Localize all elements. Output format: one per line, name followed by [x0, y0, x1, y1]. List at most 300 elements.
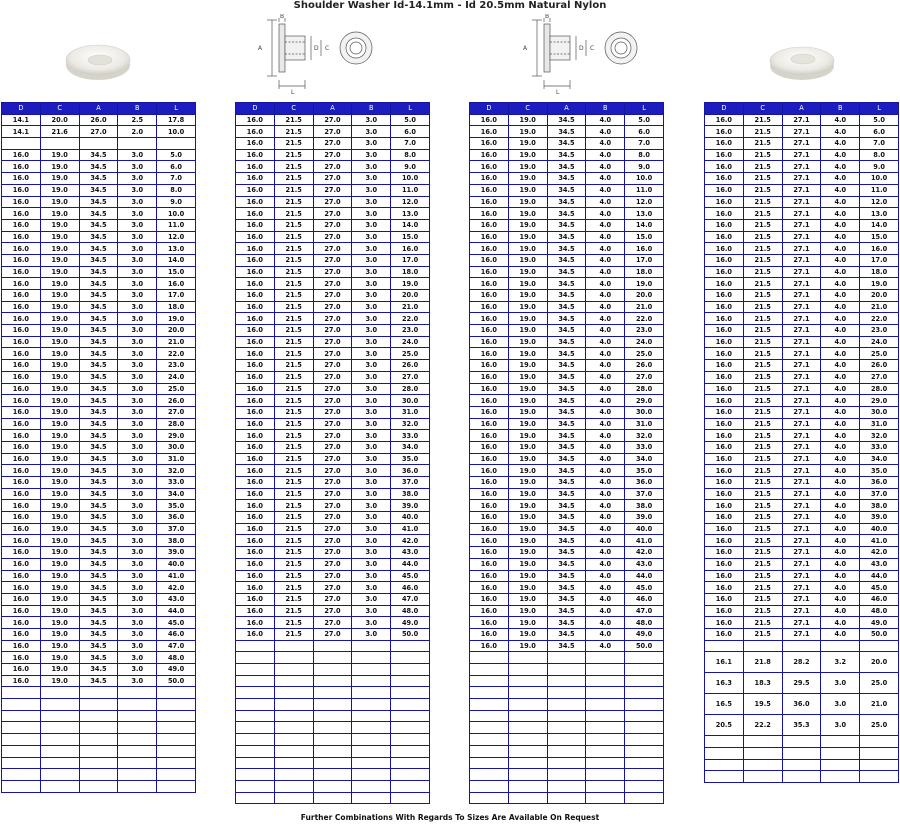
table-cell [391, 710, 430, 722]
table-cell: 34.5 [79, 593, 118, 605]
table-cell: 16.0 [236, 371, 275, 383]
table-cell: 19.0 [40, 500, 79, 512]
table-cell: 27.1 [782, 547, 821, 559]
table-cell: 27.1 [782, 453, 821, 465]
table-cell: 21.5 [274, 301, 313, 313]
table-cell: 34.0 [860, 453, 899, 465]
table-row [2, 348, 196, 360]
table-cell: 3.0 [352, 336, 391, 348]
table-cell [508, 675, 547, 687]
table-cell [352, 699, 391, 711]
table-cell: 19.0 [40, 360, 79, 372]
table-cell [547, 734, 586, 746]
table-cell: 46.0 [391, 582, 430, 594]
table-cell: 16.0 [470, 430, 509, 442]
table-cell: 16.0 [236, 196, 275, 208]
table-cell: 16.0 [705, 208, 744, 220]
table-cell: 3.0 [118, 266, 157, 278]
table-cell: 19.0 [508, 219, 547, 231]
table-row [236, 535, 430, 547]
table-row [705, 535, 899, 547]
table-cell: 32.0 [157, 465, 196, 477]
table-cell: 14.0 [157, 254, 196, 266]
column-header: A [782, 103, 821, 115]
table-cell: 13.0 [860, 208, 899, 220]
table-cell: 16.0 [157, 278, 196, 290]
table-cell: 19.0 [508, 149, 547, 161]
table-cell: 27.0 [313, 208, 352, 220]
table-cell: 3.0 [118, 243, 157, 255]
table-row [470, 301, 664, 313]
table-cell: 45.0 [625, 582, 664, 594]
table-cell [79, 138, 118, 150]
table-row [470, 699, 664, 711]
table-cell: 16.0 [470, 243, 509, 255]
table-row [236, 500, 430, 512]
table-row [2, 652, 196, 664]
table-cell: 3.0 [118, 640, 157, 652]
table-cell: 27.1 [782, 430, 821, 442]
table-row [705, 395, 899, 407]
table-cell: 4.0 [821, 406, 860, 418]
table-cell: 27.0 [313, 138, 352, 150]
table-cell: 5.0 [157, 149, 196, 161]
table-cell: 16.0 [2, 278, 41, 290]
table-cell: 34.5 [547, 395, 586, 407]
table-cell: 21.5 [274, 266, 313, 278]
table-cell: 3.0 [118, 488, 157, 500]
table-cell: 16.0 [860, 243, 899, 255]
table-cell: 34.5 [547, 325, 586, 337]
table-cell: 16.0 [705, 325, 744, 337]
table-cell: 19.0 [508, 477, 547, 489]
spec-table-1 [1, 102, 196, 793]
table-cell: 16.0 [470, 290, 509, 302]
table-cell [2, 710, 41, 722]
table-cell: 16.0 [2, 453, 41, 465]
table-cell: 21.5 [743, 325, 782, 337]
table-cell: 27.0 [313, 441, 352, 453]
table-cell: 4.0 [821, 430, 860, 442]
column-header: L [860, 103, 899, 115]
table-cell: 16.0 [2, 605, 41, 617]
table-cell: 3.0 [118, 523, 157, 535]
table-row [470, 465, 664, 477]
table-cell [79, 710, 118, 722]
table-cell: 4.0 [821, 301, 860, 313]
table-cell: 41.0 [157, 570, 196, 582]
table-cell [508, 687, 547, 699]
table-cell: 16.0 [236, 547, 275, 559]
table-row [470, 126, 664, 138]
table-cell: 26.0 [391, 360, 430, 372]
table-cell: 4.0 [821, 336, 860, 348]
table-cell: 21.5 [743, 278, 782, 290]
table-cell: 19.0 [508, 640, 547, 652]
table-cell: 3.0 [352, 488, 391, 500]
table-cell: 16.0 [470, 617, 509, 629]
table-cell: 4.0 [586, 290, 625, 302]
table-cell: 30.0 [860, 406, 899, 418]
table-cell: 4.0 [586, 161, 625, 173]
table-row [470, 535, 664, 547]
table-row [705, 383, 899, 395]
svg-text:C: C [590, 45, 595, 52]
table-cell [391, 745, 430, 757]
table-cell: 16.0 [2, 652, 41, 664]
table-cell: 27.0 [313, 313, 352, 325]
table-cell: 37.0 [157, 523, 196, 535]
table-cell: 16.0 [705, 535, 744, 547]
table-row [705, 465, 899, 477]
table-cell [391, 652, 430, 664]
table-cell [391, 640, 430, 652]
table-row [2, 769, 196, 781]
table-cell: 19.0 [40, 593, 79, 605]
table-cell: 21.5 [274, 465, 313, 477]
table-cell: 21.5 [274, 313, 313, 325]
table-cell: 44.0 [157, 605, 196, 617]
svg-text:A: A [258, 45, 263, 52]
table-cell: 34.5 [547, 336, 586, 348]
table-cell: 17.0 [157, 290, 196, 302]
table-cell: 34.5 [79, 547, 118, 559]
table-cell: 19.0 [40, 383, 79, 395]
table-cell: 45.0 [157, 617, 196, 629]
table-cell: 21.5 [743, 477, 782, 489]
table-cell: 34.5 [547, 441, 586, 453]
table-cell [79, 734, 118, 746]
table-row [470, 231, 664, 243]
table-row [236, 547, 430, 559]
table-row [2, 570, 196, 582]
table-cell: 27.0 [313, 593, 352, 605]
table-cell: 16.0 [470, 465, 509, 477]
table-cell: 29.0 [157, 430, 196, 442]
table-cell: 50.0 [157, 675, 196, 687]
table-cell: 27.0 [860, 371, 899, 383]
table-cell: 19.0 [40, 523, 79, 535]
table-row [236, 477, 430, 489]
table-cell: 16.0 [236, 360, 275, 372]
table-row [470, 336, 664, 348]
table-cell [236, 652, 275, 664]
table-cell: 4.0 [586, 558, 625, 570]
table-cell: 12.0 [391, 196, 430, 208]
table-cell: 16.0 [236, 512, 275, 524]
table-cell: 4.0 [586, 196, 625, 208]
table-cell: 40.0 [860, 523, 899, 535]
table-cell: 27.1 [782, 360, 821, 372]
table-cell: 34.5 [79, 512, 118, 524]
table-row [236, 149, 430, 161]
table-cell: 27.1 [782, 500, 821, 512]
table-cell: 4.0 [586, 208, 625, 220]
table-cell [391, 687, 430, 699]
table-cell: 21.5 [274, 383, 313, 395]
table-cell: 20.0 [391, 290, 430, 302]
table-cell [586, 722, 625, 734]
table-row [705, 500, 899, 512]
table-cell: 27.0 [313, 254, 352, 266]
table-cell: 14.1 [2, 114, 41, 126]
table-cell: 4.0 [586, 570, 625, 582]
table-cell: 16.0 [705, 161, 744, 173]
table-cell [586, 664, 625, 676]
table-cell: 14.0 [860, 219, 899, 231]
table-cell [508, 757, 547, 769]
svg-text:C: C [325, 45, 330, 52]
table-cell: 34.5 [79, 219, 118, 231]
header-row [470, 103, 664, 115]
table-cell: 34.5 [79, 605, 118, 617]
table-cell: 27.1 [782, 383, 821, 395]
table-cell: 4.0 [586, 406, 625, 418]
table-cell: 3.0 [118, 383, 157, 395]
table-cell: 16.0 [705, 231, 744, 243]
table-cell [118, 757, 157, 769]
table-cell: 41.0 [625, 535, 664, 547]
table-cell: 16.0 [2, 196, 41, 208]
table-row [2, 196, 196, 208]
column-header: C [274, 103, 313, 115]
table-cell [625, 769, 664, 781]
table-cell: 34.5 [79, 371, 118, 383]
table-cell: 27.1 [782, 512, 821, 524]
table-cell: 21.5 [274, 243, 313, 255]
table-cell: 25.0 [860, 673, 899, 694]
table-cell: 4.0 [821, 243, 860, 255]
table-cell: 19.0 [40, 617, 79, 629]
table-cell [118, 699, 157, 711]
table-cell: 3.0 [118, 453, 157, 465]
table-cell: 3.0 [352, 500, 391, 512]
table-cell: 34.5 [79, 500, 118, 512]
table-cell: 4.0 [821, 383, 860, 395]
table-cell: 4.0 [586, 325, 625, 337]
table-cell: 19.0 [508, 266, 547, 278]
table-cell: 16.0 [236, 488, 275, 500]
table-row [236, 219, 430, 231]
table-cell: 19.0 [508, 360, 547, 372]
table-cell: 34.5 [79, 617, 118, 629]
table-cell: 47.0 [625, 605, 664, 617]
table-cell: 16.0 [2, 558, 41, 570]
table-cell: 3.0 [352, 418, 391, 430]
table-cell: 8.0 [157, 184, 196, 196]
table-cell: 3.0 [352, 348, 391, 360]
table-cell: 4.0 [586, 535, 625, 547]
table-cell: 36.0 [860, 477, 899, 489]
table-cell: 16.0 [705, 313, 744, 325]
table-cell: 25.0 [625, 348, 664, 360]
table-cell: 16.0 [705, 488, 744, 500]
table-cell: 16.0 [2, 488, 41, 500]
table-row [470, 512, 664, 524]
table-cell: 16.0 [2, 184, 41, 196]
table-cell: 11.0 [391, 184, 430, 196]
table-cell: 27.0 [313, 500, 352, 512]
table-cell: 3.0 [118, 348, 157, 360]
table-cell: 21.5 [743, 231, 782, 243]
table-cell: 16.0 [705, 570, 744, 582]
table-cell: 16.0 [2, 547, 41, 559]
table-row [236, 628, 430, 640]
table-cell: 7.0 [157, 173, 196, 185]
table-cell: 16.1 [705, 652, 744, 673]
table-row [705, 628, 899, 640]
table-cell: 27.0 [313, 325, 352, 337]
table-cell: 3.0 [352, 523, 391, 535]
table-cell [586, 780, 625, 792]
table-cell: 16.0 [470, 582, 509, 594]
table-row [236, 593, 430, 605]
table-cell: 16.0 [705, 441, 744, 453]
table-cell: 34.5 [547, 640, 586, 652]
table-cell: 19.0 [508, 441, 547, 453]
table-cell: 19.0 [40, 266, 79, 278]
table-row [705, 652, 899, 673]
table-cell: 38.0 [625, 500, 664, 512]
table-row [470, 406, 664, 418]
table-cell: 34.5 [547, 465, 586, 477]
table-row [2, 465, 196, 477]
table-cell: 4.0 [821, 196, 860, 208]
table-cell: 16.0 [2, 336, 41, 348]
table-cell [547, 792, 586, 804]
table-cell: 37.0 [860, 488, 899, 500]
table-cell: 16.0 [705, 114, 744, 126]
washer-image-left [64, 38, 134, 84]
table-cell: 4.0 [821, 617, 860, 629]
table-cell: 10.0 [157, 126, 196, 138]
table-cell: 3.0 [821, 673, 860, 694]
table-cell: 16.0 [2, 301, 41, 313]
table-cell: 21.0 [860, 694, 899, 715]
table-cell [157, 138, 196, 150]
table-cell: 16.0 [236, 313, 275, 325]
table-row [705, 301, 899, 313]
table-cell: 21.5 [743, 219, 782, 231]
table-cell [821, 736, 860, 748]
table-cell: 19.0 [40, 301, 79, 313]
table-cell: 16.0 [705, 371, 744, 383]
table-cell: 27.1 [782, 243, 821, 255]
table-cell: 21.5 [274, 231, 313, 243]
table-row [2, 523, 196, 535]
table-cell: 21.5 [743, 348, 782, 360]
table-row [2, 722, 196, 734]
table-cell: 20.0 [625, 290, 664, 302]
table-cell: 34.5 [79, 535, 118, 547]
table-cell: 16.0 [2, 348, 41, 360]
table-cell: 19.0 [508, 406, 547, 418]
table-cell: 27.1 [782, 336, 821, 348]
table-cell: 48.0 [157, 652, 196, 664]
table-cell: 34.5 [547, 488, 586, 500]
table-cell: 27.0 [391, 371, 430, 383]
table-cell: 24.0 [860, 336, 899, 348]
table-cell: 34.5 [547, 208, 586, 220]
table-cell [352, 757, 391, 769]
table-row [2, 617, 196, 629]
table-cell: 4.0 [821, 173, 860, 185]
table-cell: 24.0 [157, 371, 196, 383]
table-cell: 3.0 [118, 208, 157, 220]
table-cell [391, 734, 430, 746]
table-cell: 27.1 [782, 278, 821, 290]
table-cell [391, 722, 430, 734]
table-cell: 11.0 [625, 184, 664, 196]
table-cell: 27.0 [313, 348, 352, 360]
table-cell: 34.5 [79, 453, 118, 465]
table-row [2, 149, 196, 161]
table-cell: 27.0 [313, 173, 352, 185]
table-cell: 21.5 [274, 477, 313, 489]
table-cell: 4.0 [586, 512, 625, 524]
table-row [2, 593, 196, 605]
table-row [236, 208, 430, 220]
table-cell: 21.5 [743, 465, 782, 477]
table-cell: 27.0 [313, 395, 352, 407]
table-row [470, 348, 664, 360]
table-cell: 3.0 [352, 512, 391, 524]
table-cell: 34.5 [79, 254, 118, 266]
table-row [705, 673, 899, 694]
table-cell: 24.0 [391, 336, 430, 348]
table-cell [118, 138, 157, 150]
table-cell: 3.0 [821, 715, 860, 736]
table-cell: 34.5 [547, 138, 586, 150]
table-cell [705, 771, 744, 783]
table-row [470, 523, 664, 535]
table-cell: 21.5 [274, 488, 313, 500]
table-cell: 16.0 [236, 348, 275, 360]
table-cell: 16.0 [705, 628, 744, 640]
table-cell: 27.0 [313, 406, 352, 418]
table-row [470, 184, 664, 196]
table-cell [352, 792, 391, 804]
table-cell [821, 759, 860, 771]
table-cell [79, 745, 118, 757]
table-row [705, 231, 899, 243]
table-row [705, 278, 899, 290]
table-row [705, 418, 899, 430]
table-row [2, 231, 196, 243]
table-cell: 30.0 [625, 406, 664, 418]
table-cell: 19.0 [508, 371, 547, 383]
table-row [2, 547, 196, 559]
table-cell: 16.0 [236, 231, 275, 243]
table-cell: 27.1 [782, 114, 821, 126]
table-cell: 34.5 [79, 266, 118, 278]
table-cell: 15.0 [391, 231, 430, 243]
table-row [470, 173, 664, 185]
table-cell: 21.5 [274, 336, 313, 348]
table-cell: 4.0 [821, 114, 860, 126]
table-cell: 4.0 [821, 628, 860, 640]
table-cell: 19.0 [508, 558, 547, 570]
table-cell: 16.0 [470, 126, 509, 138]
table-cell: 9.0 [157, 196, 196, 208]
table-cell: 3.0 [352, 430, 391, 442]
table-cell: 27.1 [782, 149, 821, 161]
table-row [2, 138, 196, 150]
table-cell: 27.0 [313, 628, 352, 640]
table-cell [705, 759, 744, 771]
table-cell: 34.5 [547, 290, 586, 302]
table-cell: 19.0 [508, 395, 547, 407]
